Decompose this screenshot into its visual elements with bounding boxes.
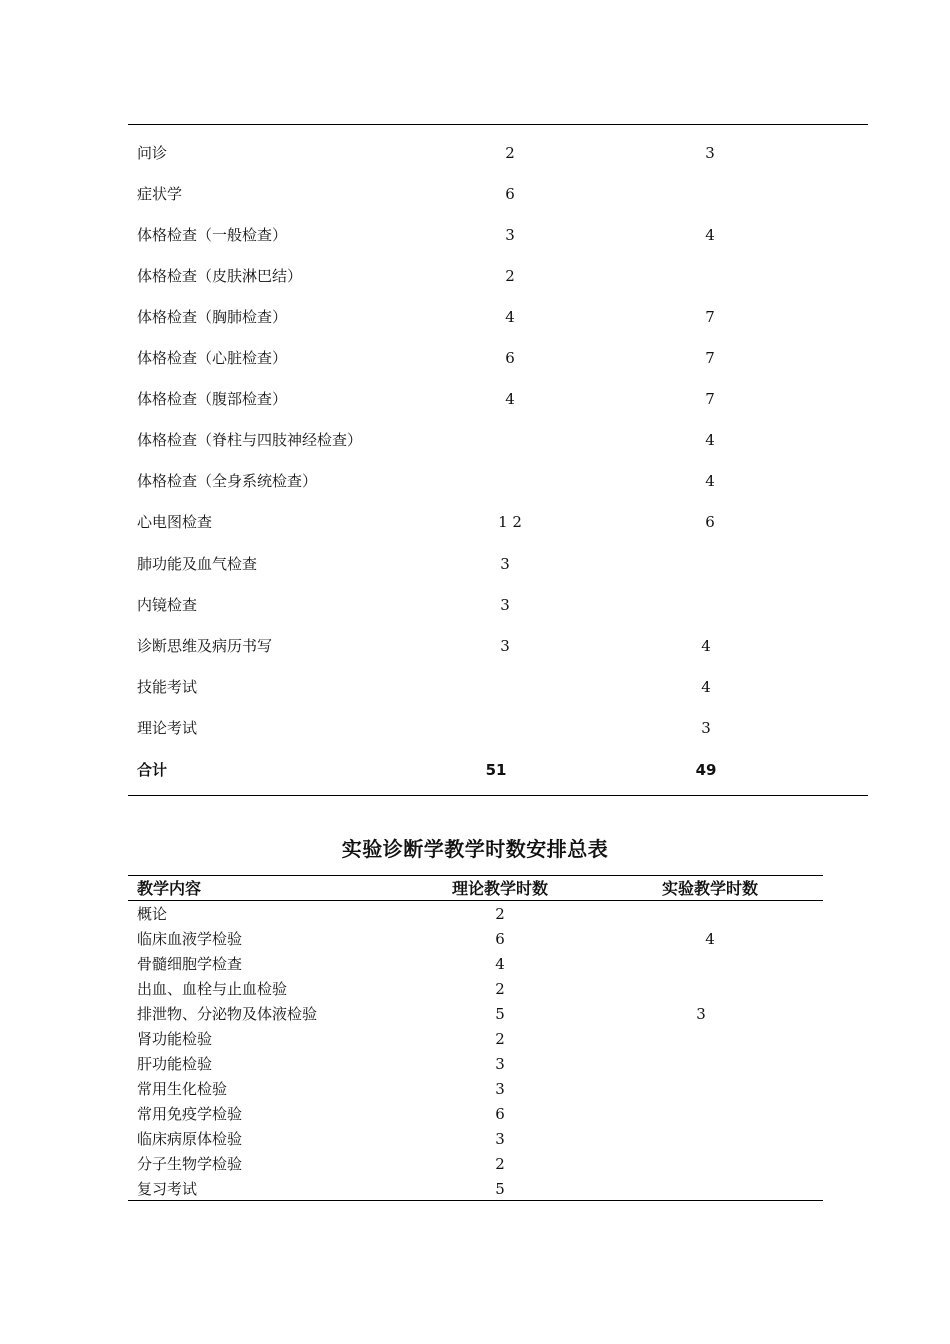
row-lab-hours: 3 [705,144,715,162]
table-row [0,667,950,708]
row-lab-hours: 7 [705,308,715,326]
row-theory-hours: 2 [495,980,505,998]
table-row [0,1077,950,1102]
table-top-rule [128,124,868,125]
table-row [0,502,950,543]
row-theory-hours: 3 [500,596,510,614]
total-label: 合计 [137,761,168,779]
row-content-name: 问诊 [137,144,168,162]
row-theory-hours: 6 [495,930,505,948]
table-row [0,977,950,1002]
table-row [0,133,950,174]
table-row [0,1152,950,1177]
row-content-name: 体格检查（脊柱与四肢神经检查） [137,431,363,449]
row-theory-hours: 5 [495,1005,505,1023]
table-row [0,1052,950,1077]
table-total-row [0,750,950,791]
row-lab-hours: 4 [705,431,715,449]
row-theory-hours: 4 [505,390,515,408]
row-content-name: 出血、血栓与止血检验 [137,980,288,998]
row-theory-hours: 2 [505,267,515,285]
header-theory-hours: 理论教学时数 [451,879,548,898]
table-row [0,1027,950,1052]
row-content-name: 理论考试 [137,719,198,737]
row-lab-hours: 3 [696,1005,706,1023]
row-content-name: 分子生物学检验 [137,1155,243,1173]
row-content-name: 症状学 [137,185,183,203]
row-content-name: 技能考试 [137,678,198,696]
table-row [0,708,950,749]
table-row [0,338,950,379]
table-header-row [0,876,950,901]
total-lab-hours: 49 [695,761,717,779]
row-content-name: 骨髓细胞学检查 [137,955,243,973]
table-row [0,952,950,977]
row-theory-hours: 3 [495,1055,505,1073]
row-content-name: 复习考试 [137,1180,198,1198]
row-lab-hours: 4 [701,637,711,655]
row-content-name: 概论 [137,905,168,923]
row-theory-hours: 3 [495,1080,505,1098]
row-content-name: 临床血液学检验 [137,930,243,948]
row-theory-hours: 2 [495,1030,505,1048]
row-content-name: 肝功能检验 [137,1055,213,1073]
table-row [0,461,950,502]
table-row [0,626,950,667]
row-content-name: 肾功能检验 [137,1030,213,1048]
row-lab-hours: 4 [705,226,715,244]
row-lab-hours: 7 [705,390,715,408]
row-theory-hours: 3 [505,226,515,244]
header-content: 教学内容 [137,879,202,898]
table-row [0,379,950,420]
header-lab-hours: 实验教学时数 [661,879,758,898]
table-row [0,544,950,585]
row-theory-hours: 3 [500,637,510,655]
row-theory-hours: 1 2 [498,513,522,531]
row-content-name: 常用生化检验 [137,1080,228,1098]
table-row [0,1002,950,1027]
table-row [0,902,950,927]
table-bottom-rule [128,1200,823,1201]
table-row [0,174,950,215]
row-theory-hours: 5 [495,1180,505,1198]
table-row [0,256,950,297]
table-row [0,1102,950,1127]
row-content-name: 常用免疫学检验 [137,1105,243,1123]
row-content-name: 体格检查（心脏检查） [137,349,288,367]
row-content-name: 体格检查（胸肺检查） [137,308,288,326]
row-lab-hours: 4 [705,930,715,948]
table-row [0,420,950,461]
row-lab-hours: 4 [701,678,711,696]
table-row [0,927,950,952]
table-row [0,585,950,626]
table-row [0,297,950,338]
table-bottom-rule [128,795,868,796]
table-header-rule [128,900,823,901]
row-theory-hours: 2 [495,1155,505,1173]
row-theory-hours: 3 [500,555,510,573]
row-content-name: 体格检查（腹部检查） [137,390,288,408]
row-content-name: 体格检查（全身系统检查） [137,472,318,490]
row-lab-hours: 3 [701,719,711,737]
row-theory-hours: 4 [495,955,505,973]
table-row [0,1177,950,1202]
row-content-name: 排泄物、分泌物及体液检验 [137,1005,318,1023]
row-content-name: 内镜检查 [137,596,198,614]
table-row [0,215,950,256]
row-theory-hours: 6 [505,349,515,367]
row-content-name: 肺功能及血气检查 [137,555,258,573]
row-theory-hours: 6 [495,1105,505,1123]
row-theory-hours: 2 [495,905,505,923]
row-theory-hours: 4 [505,308,515,326]
row-content-name: 体格检查（一般检查） [137,226,288,244]
row-lab-hours: 6 [705,513,715,531]
row-theory-hours: 3 [495,1130,505,1148]
row-content-name: 临床病原体检验 [137,1130,243,1148]
row-theory-hours: 2 [505,144,515,162]
row-content-name: 心电图检查 [137,513,213,531]
row-content-name: 体格检查（皮肤淋巴结） [137,267,303,285]
table-title: 实验诊断学教学时数安排总表 [341,837,609,861]
total-theory-hours: 51 [485,761,507,779]
row-lab-hours: 7 [705,349,715,367]
row-lab-hours: 4 [705,472,715,490]
row-theory-hours: 6 [505,185,515,203]
table-row [0,1127,950,1152]
row-content-name: 诊断思维及病历书写 [137,637,273,655]
